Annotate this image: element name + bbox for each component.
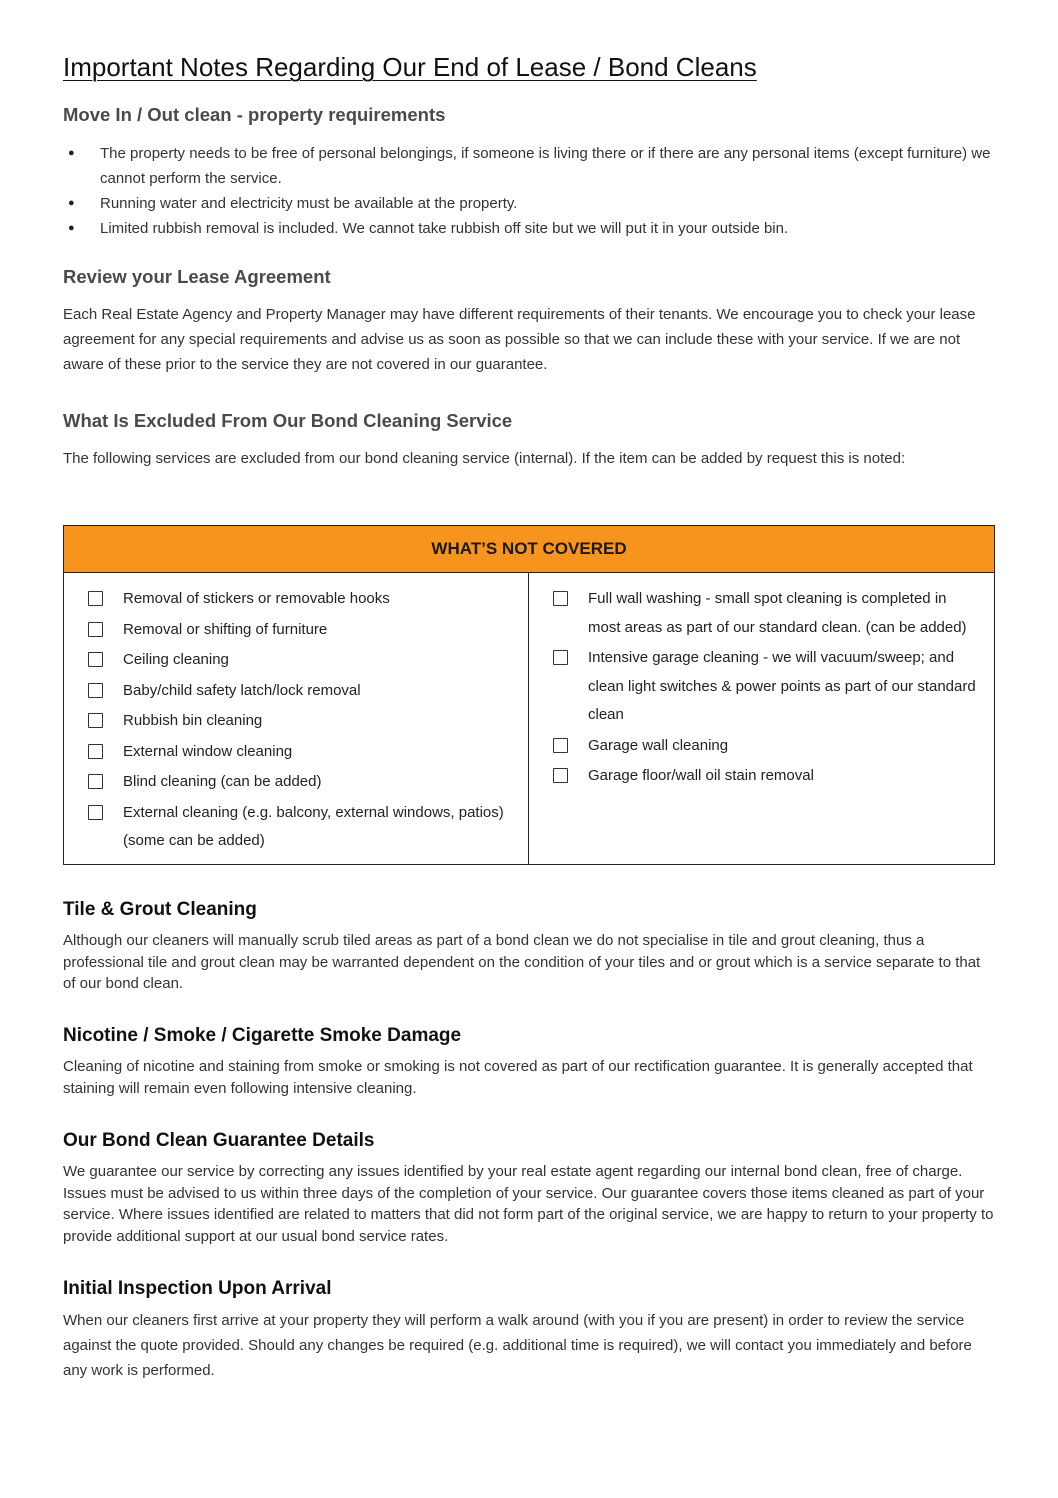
excluded-section-body: The following services are excluded from our bond cleaning service (internal). If the item can be added by request this is noted: xyxy=(63,450,906,467)
review-section-heading: Review your Lease Agreement xyxy=(63,266,331,287)
page-title: Important Notes Regarding Our End of Lease / Bond Cleans xyxy=(63,52,757,82)
bullet-icon: ● xyxy=(68,147,75,159)
left-column xyxy=(64,573,529,864)
table-header: WHAT’S NOT COVERED xyxy=(64,526,994,573)
checklist-item: Garage wall cleaning xyxy=(553,732,982,761)
checklist-item: Removal of stickers or removable hooks xyxy=(88,585,508,614)
checklist-item: Garage floor/wall oil stain removal xyxy=(553,762,982,791)
checklist-item: Blind cleaning (can be added) xyxy=(88,768,508,797)
checklist-item: External cleaning (e.g. balcony, external windows, patios) (some can be added) xyxy=(88,799,508,856)
move-requirements-list xyxy=(63,141,995,241)
checklist-item: Baby/child safety latch/lock removal xyxy=(88,677,508,706)
excluded-section-heading: What Is Excluded From Our Bond Cleaning Service xyxy=(63,410,513,431)
checklist-item: Removal or shifting of furniture xyxy=(88,616,508,645)
checkbox[interactable] xyxy=(553,768,568,783)
bullet-icon: ● xyxy=(68,222,75,234)
list-item: ● Running water and electricity must be available at the property. xyxy=(63,191,995,216)
checkbox[interactable] xyxy=(88,713,103,728)
move-section-heading: Move In / Out clean - property requirements xyxy=(63,104,446,125)
tile-section-body: Although our cleaners will manually scrub tiled areas as part of a bond clean we do not specialise in tile and grout cleaning, thus a professional tile and grout clean may be warranted dependent on the condition of your tiles and or grout which is a service separate to that of our bond clean. xyxy=(63,932,981,992)
bullet-icon: ● xyxy=(68,197,75,209)
inspection-section-heading: Initial Inspection Upon Arrival xyxy=(63,1278,332,1299)
right-column xyxy=(529,573,994,864)
checkbox[interactable] xyxy=(553,591,568,606)
checklist-item: Ceiling cleaning xyxy=(88,646,508,675)
review-section-body: Each Real Estate Agency and Property Manager may have different requirements of their tenants. We encourage you to check your lease agreement for any special requirements and advise us as soon as possible so that we can include these with your service. If we are not aware of these prior to the service they are not covered in our guarantee. xyxy=(63,306,976,373)
checkbox[interactable] xyxy=(88,652,103,667)
nicotine-section-heading: Nicotine / Smoke / Cigarette Smoke Damage xyxy=(63,1025,462,1046)
guarantee-section-heading: Our Bond Clean Guarantee Details xyxy=(63,1130,375,1151)
not-covered-table xyxy=(63,525,995,865)
tile-section-heading: Tile & Grout Cleaning xyxy=(63,899,257,920)
guarantee-section-body: We guarantee our service by correcting any issues identified by your real estate agent regarding our internal bond clean, free of charge. Issues must be advised to us within three days of the completion of your service. Our guarantee covers those items cleaned as part of your service. Where issues identified are related to matters that did not form part of the original service, we are happy to return to your property to provide additional support at our usual bond service rates. xyxy=(63,1163,994,1245)
checklist-item: Rubbish bin cleaning xyxy=(88,707,508,736)
checkbox[interactable] xyxy=(553,738,568,753)
checkbox[interactable] xyxy=(553,650,568,665)
inspection-section-body: When our cleaners first arrive at your property they will perform a walk around (with you if you are present) in order to review the service against the quote provided. Should any changes be required (e.g. additional time is required), we will contact you immediately and before any work is performed. xyxy=(63,1312,972,1379)
checkbox[interactable] xyxy=(88,805,103,820)
list-item: ● The property needs to be free of personal belongings, if someone is living there or if there are any personal items (except furniture) we cannot perform the service. xyxy=(63,141,995,191)
checkbox[interactable] xyxy=(88,622,103,637)
checklist-item: External window cleaning xyxy=(88,738,508,767)
checkbox[interactable] xyxy=(88,774,103,789)
checklist-item: Full wall washing - small spot cleaning is completed in most areas as part of our standard clean. (can be added) xyxy=(553,585,982,642)
checkbox[interactable] xyxy=(88,744,103,759)
nicotine-section-body: Cleaning of nicotine and staining from smoke or smoking is not covered as part of our rectification guarantee. It is generally accepted that staining will remain even following intensive cleaning. xyxy=(63,1058,973,1097)
checklist-item: Intensive garage cleaning - we will vacuum/sweep; and clean light switches & power points as part of our standard clean xyxy=(553,644,982,730)
checkbox[interactable] xyxy=(88,683,103,698)
checkbox[interactable] xyxy=(88,591,103,606)
list-item: ● Limited rubbish removal is included. We cannot take rubbish off site but we will put it in your outside bin. xyxy=(63,216,995,241)
